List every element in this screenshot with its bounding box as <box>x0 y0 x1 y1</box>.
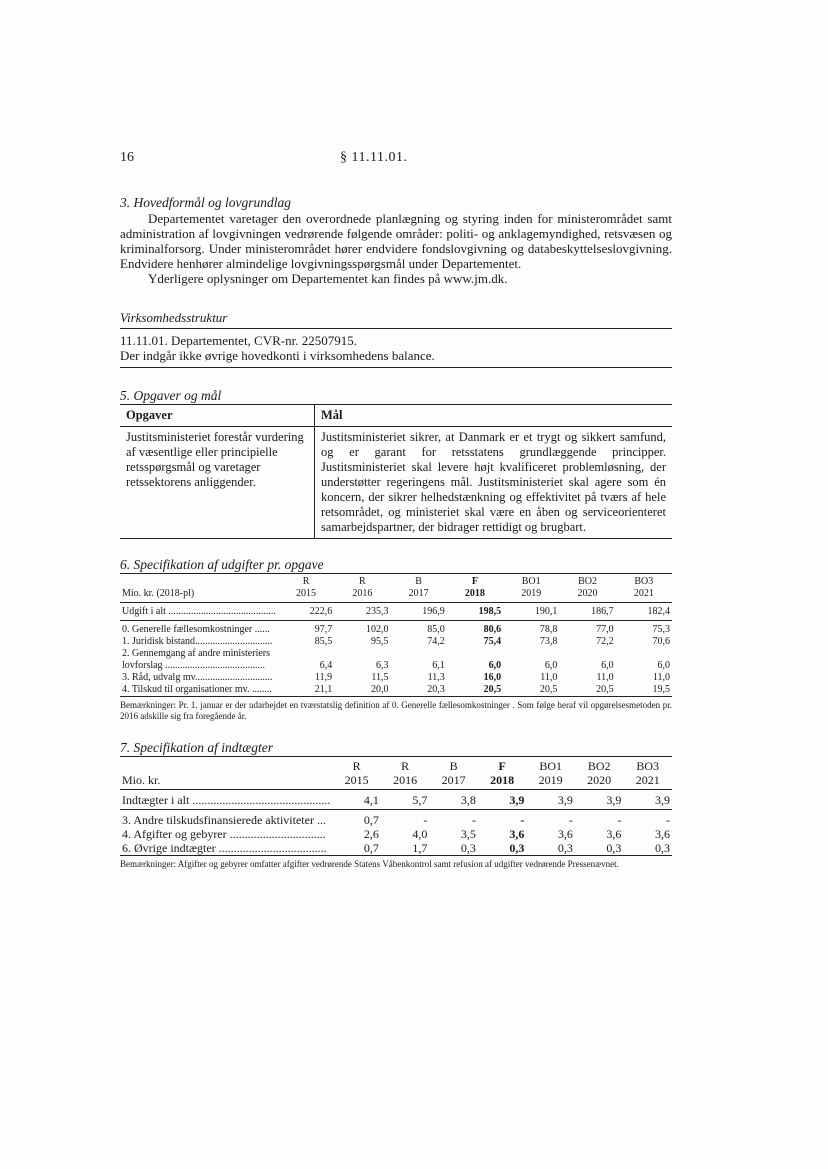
udgifter-cell: 75,4 <box>483 636 502 647</box>
indtaegter-row <box>120 841 672 856</box>
udgifter-row <box>120 648 672 660</box>
section-7-heading: 7. Specifikation af indtægter <box>120 740 273 755</box>
udgifter-cell: 6,0 <box>601 660 614 671</box>
col-type: F <box>447 574 503 589</box>
udgifter-cell: 6,0 <box>488 660 502 671</box>
indtaegter-cell: - <box>520 813 525 827</box>
col-type: BO2 <box>575 757 624 774</box>
udgifter-cell: 11,5 <box>371 672 389 683</box>
udgifter-row-label: 2. Gennemgang af andre ministeriers <box>122 648 271 659</box>
udgifter-cell <box>390 648 446 660</box>
udgifter-row-label: 1. Juridisk bistand............................... <box>122 636 273 647</box>
udgifter-cell <box>616 648 672 660</box>
udgifter-cell: 196,9 <box>390 603 446 621</box>
indtaegter-cell: 3,6 <box>606 827 622 841</box>
indtaegter-row <box>120 790 672 810</box>
indtaegter-cell: 0,7 <box>332 841 381 856</box>
indtaegter-cell: 3,5 <box>460 827 476 841</box>
udgifter-cell: 190,1 <box>503 603 559 621</box>
opgaver-header: Opgaver <box>120 405 315 427</box>
udgifter-cell <box>503 648 559 660</box>
indtaegter-cell: - <box>471 813 476 827</box>
indtaegter-cell: 5,7 <box>381 790 430 810</box>
indtaegter-cell: - <box>666 813 670 827</box>
udgifter-cell: 6,4 <box>319 660 333 671</box>
indtaegter-cell: 4,1 <box>332 790 381 810</box>
udgifter-cell: 20,5 <box>447 684 503 697</box>
indtaegter-row <box>120 810 672 828</box>
udgifter-cell: 6,3 <box>375 660 389 671</box>
udgifter-cell <box>559 648 615 660</box>
udgifter-cell: 11,0 <box>540 672 558 683</box>
udgifter-cell <box>334 648 390 660</box>
col-type: R <box>381 757 430 774</box>
udgifter-row <box>120 603 672 621</box>
indtaegter-unit-label: Mio. kr. <box>120 773 332 790</box>
indtaegter-cell: - <box>617 813 622 827</box>
indtaegter-row-label: 6. Øvrige indtægter .................................... <box>120 841 332 856</box>
udgifter-cell: 80,6 <box>483 624 502 635</box>
udgifter-cell: 11,0 <box>652 672 670 683</box>
udgifter-cell: 95,5 <box>370 636 389 647</box>
udgifter-cell: 6,0 <box>544 660 558 671</box>
udgifter-cell: 20,3 <box>390 684 446 697</box>
udgifter-cell: 19,5 <box>616 684 672 697</box>
page-content <box>120 195 672 870</box>
col-type: BO1 <box>503 574 559 589</box>
virksomhedsstruktur-heading: Virksomhedsstruktur <box>120 310 672 329</box>
col-type: BO3 <box>616 574 672 589</box>
udgifter-cell: 11,0 <box>596 672 614 683</box>
col-type: B <box>390 574 446 589</box>
section-3-heading: 3. Hovedformål og lovgrundlag <box>120 195 291 210</box>
section-3-paragraph-1: Departementet varetager den overordnede planlægning og styring inden for ministerområdet samt administration af lovgivningen vedrørende følgende områder: politi- og anklagemyndighed, retsvæsen og kriminalforsorg. Under ministerområdet hører endvidere fondslovgivning og databeskyttelseslovgivning. Endvidere henhører almindelige lovgivningsspørgsmål under Departementet. <box>120 211 672 271</box>
udgifter-cell: 70,6 <box>652 636 670 647</box>
udgifter-cell <box>447 648 503 660</box>
indtaegter-row-label: Indtægter i alt .............................................. <box>120 790 332 810</box>
maal-header: Mål <box>315 405 673 427</box>
udgifter-cell: 75,3 <box>652 624 670 635</box>
udgifter-cell: 21,1 <box>278 684 334 697</box>
udgifter-cell: 16,0 <box>483 672 502 683</box>
udgifter-row <box>120 636 672 648</box>
indtaegter-cell: 0,3 <box>575 841 624 856</box>
indtaegter-cell: 3,9 <box>623 790 672 810</box>
indtaegter-cell: 2,6 <box>363 827 379 841</box>
opgaver-text: Justitsministeriet forestår vurdering af væsentlige eller principielle retsspørgsmål og varetager retssektorens anliggender. <box>120 427 315 539</box>
indtaegter-row-label: 4. Afgifter og gebyrer ................................ <box>122 827 326 841</box>
section-reference: § 11.11.01. <box>340 150 408 165</box>
indtaegter-cell: 3,9 <box>575 790 624 810</box>
udgifter-cell: 73,8 <box>539 636 558 647</box>
col-type: F <box>478 757 527 774</box>
section-3-paragraph-2: Yderligere oplysninger om Departementet kan findes på www.jm.dk. <box>148 271 508 286</box>
udgifter-cell: 222,6 <box>278 603 334 621</box>
udgifter-cell: 72,2 <box>596 636 614 647</box>
indtaegter-cell: 0,3 <box>429 841 478 856</box>
udgifter-remark: Bemærkninger: Pr. 1. januar er der udarbejdet en tværstatslig definition af 0. Generelle fællesomkostninger . Som følge heraf vil opgørelsesmetoden pr. 2016 adskille sig fra foregående år. <box>120 700 672 721</box>
indtaegter-row-label: 3. Andre tilskudsfinansierede aktiviteter ... <box>122 813 326 827</box>
opgaver-maal-table <box>120 404 672 539</box>
indtaegter-cell: 0,3 <box>478 841 527 856</box>
col-year: 2019 <box>503 588 559 603</box>
indtaegter-row <box>120 827 672 841</box>
udgifter-cell: 6,1 <box>432 660 445 671</box>
col-year: 2015 <box>332 773 381 790</box>
col-type: R <box>278 574 334 589</box>
udgifter-cell: 85,5 <box>314 636 333 647</box>
indtaegter-cell: 3,9 <box>478 790 527 810</box>
udgifter-table <box>120 573 672 697</box>
indtaegter-table <box>120 756 672 856</box>
udgifter-cell: 182,4 <box>616 603 672 621</box>
udgifter-cell: 20,5 <box>503 684 559 697</box>
virksomhedsstruktur-line-2: Der indgår ikke øvrige hovedkonti i virksomhedens balance. <box>120 348 435 363</box>
indtaegter-cell: 4,0 <box>412 827 428 841</box>
udgifter-cell: 77,0 <box>596 624 614 635</box>
udgifter-row-label: 0. Generelle fællesomkostninger ...... <box>122 624 270 635</box>
udgifter-cell: 235,3 <box>334 603 390 621</box>
col-year: 2016 <box>381 773 430 790</box>
indtaegter-cell: 3,6 <box>509 827 525 841</box>
indtaegter-cell: 3,6 <box>655 827 670 841</box>
virksomhedsstruktur-line-1: 11.11.01. Departementet, CVR-nr. 22507915. <box>120 333 357 348</box>
udgifter-row-label: lovforslag ........................................ <box>122 660 266 671</box>
udgifter-cell: 20,0 <box>334 684 390 697</box>
col-year: 2019 <box>526 773 575 790</box>
section-6-heading: 6. Specifikation af udgifter pr. opgave <box>120 557 324 572</box>
page-number: 16 <box>120 150 134 165</box>
udgifter-row <box>120 621 672 637</box>
indtaegter-cell: - <box>423 813 428 827</box>
udgifter-cell: 186,7 <box>559 603 615 621</box>
col-type: B <box>429 757 478 774</box>
col-year: 2020 <box>559 588 615 603</box>
udgifter-cell: 6,0 <box>657 660 670 671</box>
udgifter-cell: 11,3 <box>427 672 445 683</box>
col-year: 2021 <box>623 773 672 790</box>
col-year: 2017 <box>390 588 446 603</box>
indtaegter-remark: Bemærkninger: Afgifter og gebyrer omfatter afgifter vedrørende Statens Våbenkontrol samt refusion af udgifter vedrørende Pressenævnet. <box>120 859 619 869</box>
udgifter-cell: 198,5 <box>447 603 503 621</box>
udgifter-cell: 74,2 <box>427 636 445 647</box>
col-type: BO1 <box>526 757 575 774</box>
indtaegter-cell: 3,6 <box>557 827 573 841</box>
col-type: R <box>332 757 381 774</box>
indtaegter-cell: 3,8 <box>429 790 478 810</box>
indtaegter-cell: 0,3 <box>526 841 575 856</box>
col-year: 2021 <box>616 588 672 603</box>
udgifter-cell: 78,8 <box>539 624 558 635</box>
udgifter-row <box>120 660 672 672</box>
udgifter-cell: 102,0 <box>365 624 389 635</box>
col-type: BO2 <box>559 574 615 589</box>
udgifter-row-label: Udgift i alt ........................................... <box>120 603 278 621</box>
col-year: 2018 <box>478 773 527 790</box>
udgifter-cell: 20,5 <box>559 684 615 697</box>
virksomhedsstruktur-box <box>120 329 672 368</box>
udgifter-row <box>120 684 672 697</box>
col-type: BO3 <box>623 757 672 774</box>
indtaegter-cell: 0,7 <box>363 813 379 827</box>
maal-text: Justitsministeriet sikrer, at Danmark er et trygt og sikkert samfund, og er garant for retsstatens grundlæggende principper. Justitsministeriet skal levere højt kvalificeret problemløsning, der understøtter regeringens mål. Justitsministeriet skal agere som én koncern, der sikrer helhedstænkning og effektivitet på tværs af hele retsområdet, og ministeriet skal være en åben og serviceorienteret samarbejdspartner, der bidrager rettidigt og brugbart. <box>315 427 673 539</box>
udgifter-row-label: 3. Råd, udvalg mv............................... <box>122 672 273 683</box>
col-year: 2015 <box>278 588 334 603</box>
col-year: 2016 <box>334 588 390 603</box>
col-year: 2017 <box>429 773 478 790</box>
udgifter-row <box>120 672 672 684</box>
udgifter-unit-label: Mio. kr. (2018-pl) <box>120 588 278 603</box>
indtaegter-cell: 1,7 <box>381 841 430 856</box>
indtaegter-cell: - <box>568 813 573 827</box>
udgifter-cell: 85,0 <box>427 624 445 635</box>
section-5-heading: 5. Opgaver og mål <box>120 388 222 403</box>
col-year: 2020 <box>575 773 624 790</box>
col-type: R <box>334 574 390 589</box>
udgifter-cell: 97,7 <box>314 624 333 635</box>
col-year: 2018 <box>447 588 503 603</box>
indtaegter-cell: 3,9 <box>526 790 575 810</box>
udgifter-row-label: 4. Tilskud til organisationer mv. ........ <box>120 684 278 697</box>
udgifter-cell: 11,9 <box>315 672 333 683</box>
indtaegter-cell: 0,3 <box>623 841 672 856</box>
udgifter-cell <box>278 648 334 660</box>
